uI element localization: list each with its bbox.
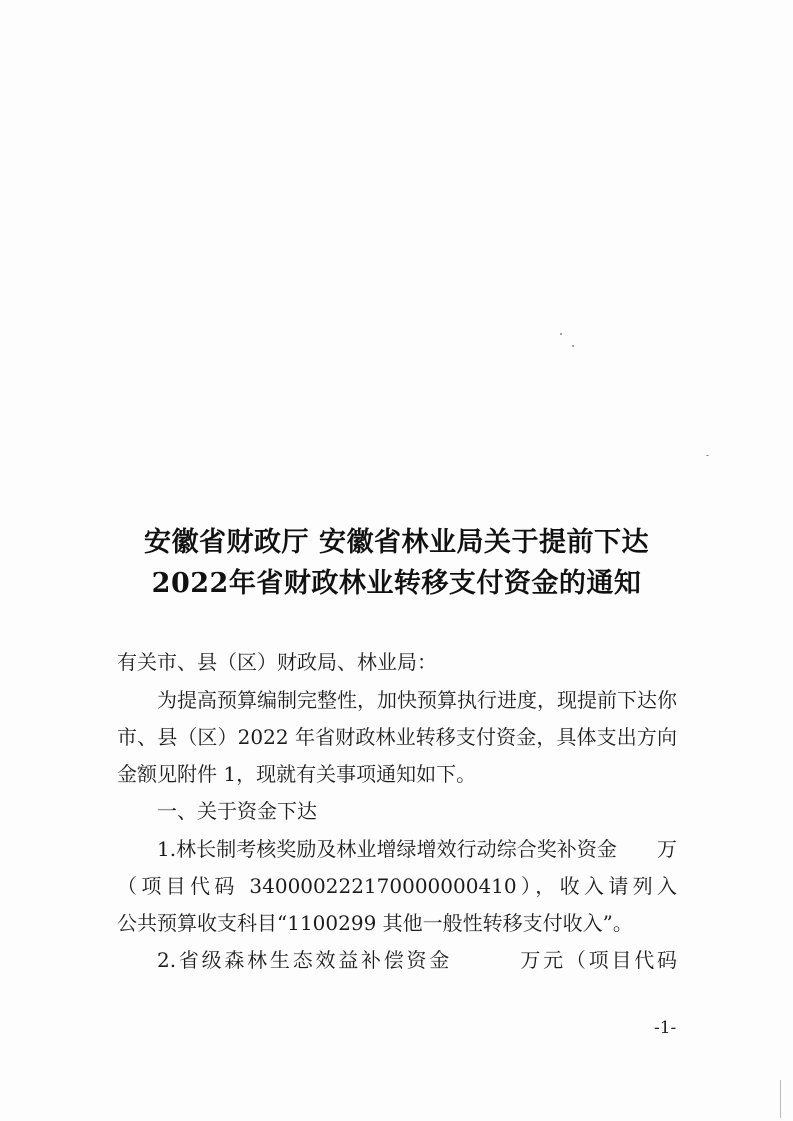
salutation: 有关市、县（区）财政局、林业局： [117, 650, 437, 674]
scan-speck [706, 455, 709, 456]
item-1-line-1: 1.林长制考核奖励及林业增绿增效行动综合奖补资金 万 [157, 837, 677, 861]
item-1-line-2: （项目代码 340000222170000000410），收入请列入 [117, 874, 677, 898]
section-heading-funds: 一、关于资金下达 [157, 799, 317, 823]
item-2-line-1: 2.省级森林生态效益补偿资金 万元（项目代码 [157, 948, 677, 972]
intro-line-3: 金额见附件 1，现就有关事项通知如下。 [117, 762, 477, 786]
scan-speck [560, 333, 562, 335]
intro-line-1: 为提高预算编制完整性，加快预算执行进度，现提前下达你 [157, 688, 677, 712]
item-1-line-3: 公共预算收支科目“1100299 其他一般性转移支付收入”。 [117, 911, 633, 935]
scan-edge-mark [780, 1080, 781, 1118]
scan-speck [572, 345, 574, 347]
document-title-line-1: 安徽省财政厅 安徽省林业局关于提前下达 [144, 527, 649, 558]
page-number: -1- [654, 1018, 677, 1038]
intro-line-2: 市、县（区）2022 年省财政林业转移支付资金，具体支出方向 [117, 725, 677, 749]
document-title-line-2: 2022年省财政林业转移支付资金的通知 [151, 568, 642, 599]
